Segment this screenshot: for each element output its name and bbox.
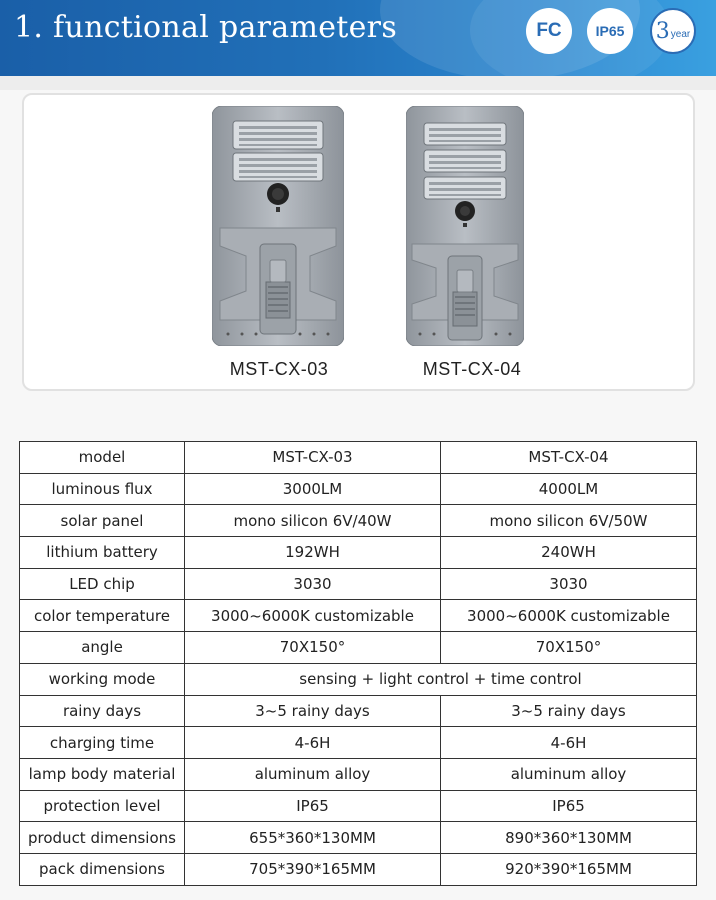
spec-value-cell: 705*390*165MM bbox=[185, 853, 441, 885]
specifications-table bbox=[19, 441, 697, 886]
spec-label-cell: working mode bbox=[20, 663, 185, 695]
spec-value-cell: 70X150° bbox=[441, 632, 697, 664]
spec-row bbox=[20, 473, 697, 505]
warranty-years: 3 bbox=[655, 18, 670, 44]
spec-label-cell: LED chip bbox=[20, 568, 185, 600]
spec-label-cell: protection level bbox=[20, 790, 185, 822]
spec-value-cell: MST-CX-03 bbox=[185, 442, 441, 474]
street-lamp-image-mst-cx-04 bbox=[406, 106, 524, 346]
product-image-card bbox=[22, 93, 695, 391]
spec-value-cell: MST-CX-04 bbox=[441, 442, 697, 474]
spec-row bbox=[20, 853, 697, 885]
spec-row bbox=[20, 758, 697, 790]
spec-value-cell: 3030 bbox=[185, 568, 441, 600]
spec-row bbox=[20, 632, 697, 664]
spec-row bbox=[20, 505, 697, 537]
header-banner bbox=[0, 0, 716, 76]
ip65-badge: IP65 bbox=[587, 8, 633, 54]
spec-row bbox=[20, 727, 697, 759]
spec-value-cell: 4000LM bbox=[441, 473, 697, 505]
spec-value-cell: 3000LM bbox=[185, 473, 441, 505]
street-lamp-image-mst-cx-03 bbox=[212, 106, 344, 346]
spec-row bbox=[20, 537, 697, 569]
spec-label-cell: lithium battery bbox=[20, 537, 185, 569]
warranty-badge bbox=[650, 8, 696, 54]
spec-label-cell: charging time bbox=[20, 727, 185, 759]
spec-value-cell: mono silicon 6V/40W bbox=[185, 505, 441, 537]
specifications-table-body bbox=[20, 442, 697, 886]
spec-row bbox=[20, 790, 697, 822]
spec-label-cell: model bbox=[20, 442, 185, 474]
spec-value-cell: 70X150° bbox=[185, 632, 441, 664]
spec-label-cell: angle bbox=[20, 632, 185, 664]
spec-label-cell: product dimensions bbox=[20, 822, 185, 854]
spec-row bbox=[20, 695, 697, 727]
spec-value-cell: 4-6H bbox=[441, 727, 697, 759]
spec-row bbox=[20, 822, 697, 854]
spec-label-cell: solar panel bbox=[20, 505, 185, 537]
spec-label-cell: pack dimensions bbox=[20, 853, 185, 885]
spec-value-cell: 3030 bbox=[441, 568, 697, 600]
divider-band bbox=[0, 76, 716, 90]
spec-value-cell: 240WH bbox=[441, 537, 697, 569]
spec-label-cell: rainy days bbox=[20, 695, 185, 727]
spec-value-cell: aluminum alloy bbox=[185, 758, 441, 790]
spec-value-cell: 192WH bbox=[185, 537, 441, 569]
spec-value-cell: mono silicon 6V/50W bbox=[441, 505, 697, 537]
warranty-unit: year bbox=[670, 28, 691, 40]
spec-value-cell: 890*360*130MM bbox=[441, 822, 697, 854]
spec-value-cell: 655*360*130MM bbox=[185, 822, 441, 854]
spec-row bbox=[20, 568, 697, 600]
spec-label-cell: luminous flux bbox=[20, 473, 185, 505]
spec-value-cell: IP65 bbox=[441, 790, 697, 822]
spec-value-cell: 3000~6000K customizable bbox=[185, 600, 441, 632]
spec-value-cell: IP65 bbox=[185, 790, 441, 822]
spec-value-cell: 3~5 rainy days bbox=[185, 695, 441, 727]
spec-row bbox=[20, 600, 697, 632]
spec-row bbox=[20, 442, 697, 474]
product-model-caption: MST-CX-03 bbox=[229, 359, 329, 379]
fc-certification-badge: FC bbox=[526, 8, 572, 54]
spec-label-cell: color temperature bbox=[20, 600, 185, 632]
spec-value-cell: sensing + light control + time control bbox=[185, 663, 697, 695]
spec-value-cell: 3~5 rainy days bbox=[441, 695, 697, 727]
page-title: 1. functional parameters bbox=[14, 10, 398, 45]
spec-row bbox=[20, 663, 697, 695]
product-model-caption: MST-CX-04 bbox=[422, 359, 522, 379]
spec-value-cell: 4-6H bbox=[185, 727, 441, 759]
spec-value-cell: 3000~6000K customizable bbox=[441, 600, 697, 632]
spec-label-cell: lamp body material bbox=[20, 758, 185, 790]
spec-value-cell: 920*390*165MM bbox=[441, 853, 697, 885]
spec-value-cell: aluminum alloy bbox=[441, 758, 697, 790]
